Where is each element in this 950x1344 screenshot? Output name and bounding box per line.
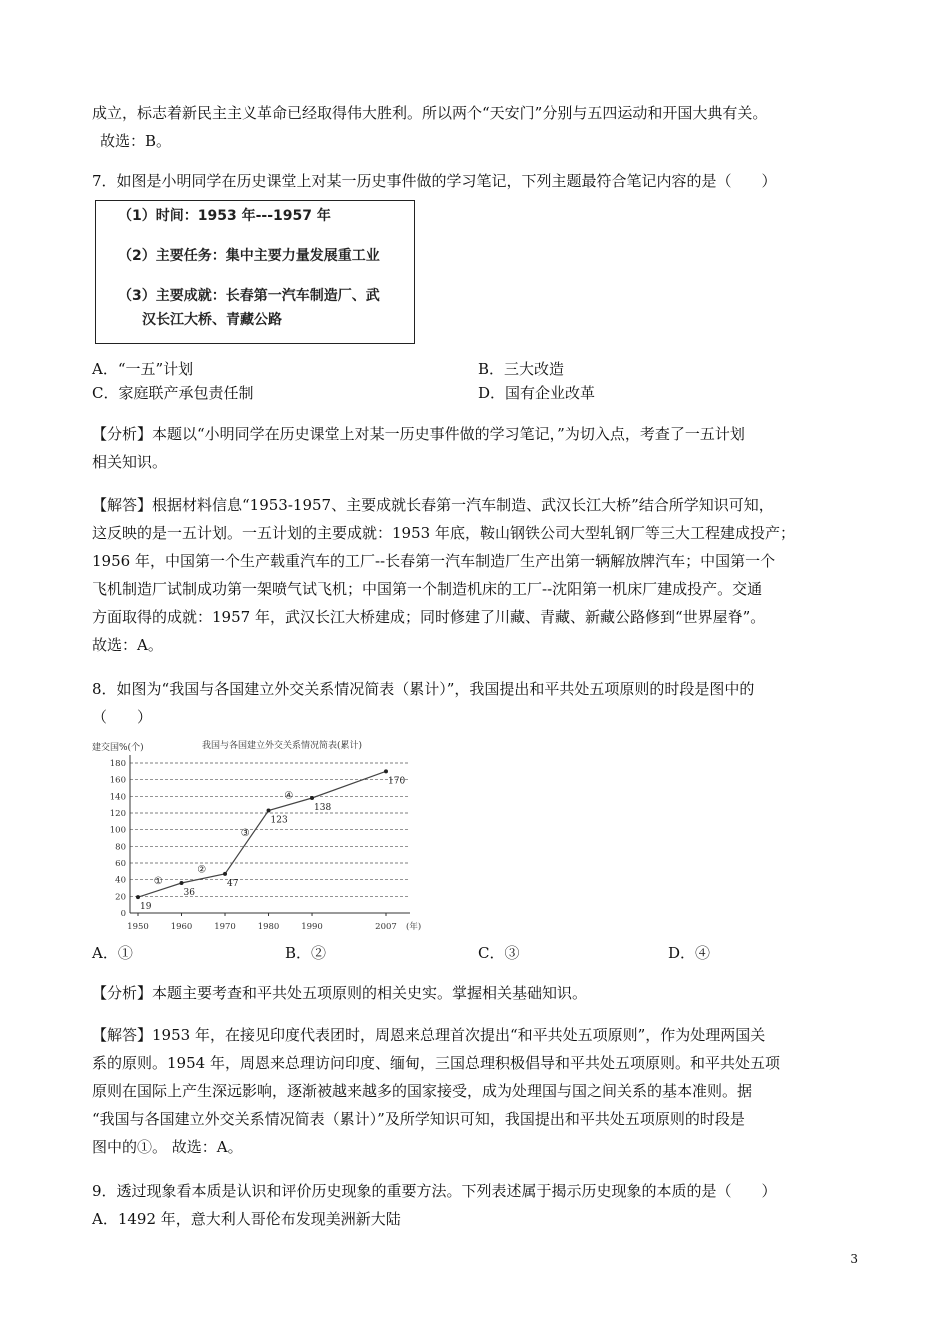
q8-analysis: 【分析】本题主要考查和平共处五项原则的相关史实。掌握相关基础知识。 <box>92 984 588 1002</box>
question-9-stem: 9．透过现象看本质是认识和评价历史现象的重要方法。下列表述属于揭示历史现象的本质的是（ ） <box>92 1182 777 1200</box>
series-line <box>138 771 386 897</box>
x-tick-label: 1960 <box>170 922 193 932</box>
q7-option-a[interactable]: A．“一五”计划 <box>92 360 194 378</box>
data-label: 47 <box>227 878 239 889</box>
q8-answer: 图中的①。 故选：A。 <box>92 1138 243 1156</box>
data-point <box>310 796 314 800</box>
y-tick-label: 0 <box>120 909 126 919</box>
y-tick-label: 140 <box>109 792 126 803</box>
study-note-box <box>95 200 415 344</box>
paragraph-line: 成立，标志着新民主主义革命已经取得伟大胜利。所以两个“天安门”分别与五四运动和开国大典有关。 <box>92 104 768 122</box>
note-line: （2）主要任务：集中主要力量发展重工业 <box>118 248 380 264</box>
data-label: 123 <box>270 815 288 826</box>
y-tick-label: 60 <box>115 859 126 869</box>
q7-answer: 【解答】根据材料信息“1953-1957、主要成就长春第一汽车制造、武汉长江大桥”结合所学知识可知， <box>92 496 774 514</box>
q8-option-b[interactable]: B．② <box>285 944 327 962</box>
question-7-stem: 7．如图是小明同学在历史课堂上对某一历史事件做的学习笔记，下列主题最符合笔记内容的是（ ） <box>92 172 777 190</box>
q8-answer: “我国与各国建立外交关系情况简表（累计）”及所学知识可知，我国提出和平共处五项原则的时段是 <box>92 1110 745 1128</box>
y-tick-label: 80 <box>115 842 126 853</box>
q7-answer: 方面取得的成就：1957 年，武汉长江大桥建成；同时修建了川藏、青藏、新藏公路修到“世界屋脊”。 <box>92 608 766 626</box>
y-tick-label: 40 <box>115 875 126 886</box>
segment-label: ③ <box>240 828 250 840</box>
segment-label: ④ <box>284 790 294 802</box>
x-tick-label: 1990 <box>301 922 323 932</box>
q7-answer: 1956 年，中国第一个生产载重汽车的工厂--长春第一汽车制造厂生产出第一辆解放牌汽车；中国第一个 <box>92 552 776 570</box>
y-tick-label: 100 <box>109 825 126 836</box>
data-point <box>267 809 271 813</box>
paragraph-line: 故选：B。 <box>100 132 172 150</box>
q8-answer: 原则在国际上产生深远影响，逐渐被越来越多的国家接受，成为处理国与国之间关系的基本准则。据 <box>92 1082 753 1100</box>
segment-label: ① <box>153 876 163 888</box>
data-label: 19 <box>140 902 152 913</box>
data-label: 170 <box>388 776 406 787</box>
data-point <box>180 881 184 885</box>
x-tick-label: 2007 <box>375 922 397 932</box>
q7-option-d[interactable]: D．国有企业改革 <box>478 384 596 402</box>
question-8-stem: （ ） <box>92 708 153 726</box>
chart-svg <box>92 738 422 938</box>
question-8-stem: 8．如图为“我国与各国建立外交关系情况简表（累计）”，我国提出和平共处五项原则的时段是图中的 <box>92 680 755 698</box>
q7-answer: 故选：A。 <box>92 636 163 654</box>
y-tick-label: 160 <box>109 775 126 786</box>
data-point <box>384 769 388 773</box>
q8-answer: 【解答】1953 年，在接见印度代表团时，周恩来总理首次提出“和平共处五项原则”，作为处理两国关 <box>92 1026 766 1044</box>
q8-answer: 系的原则。1954 年，周恩来总理访问印度、缅甸，三国总理积极倡导和平共处五项原则。和平共处五项 <box>92 1054 780 1072</box>
note-line: （1）时间：1953 年---1957 年 <box>118 208 331 224</box>
x-tick-label: 1980 <box>257 922 280 932</box>
y-tick-label: 180 <box>109 759 126 769</box>
q8-option-c[interactable]: C．③ <box>478 944 520 962</box>
note-line: （3）主要成就：长春第一汽车制造厂、武 <box>118 288 380 304</box>
q9-option-a[interactable]: A．1492 年，意大利人哥伦布发现美洲新大陆 <box>92 1210 401 1228</box>
y-tick-label: 20 <box>115 892 126 903</box>
diplomatic-relations-chart <box>92 738 422 938</box>
data-point <box>136 895 140 899</box>
q8-option-a[interactable]: A．① <box>92 944 133 962</box>
q8-option-d[interactable]: D．④ <box>668 944 711 962</box>
y-axis-label: 建交国%(个) <box>92 743 144 753</box>
data-point <box>223 872 227 876</box>
q7-answer: 这反映的是一五计划。一五计划的主要成就：1953 年底，鞍山钢铁公司大型轧钢厂等三大工程建成投产； <box>92 524 795 542</box>
q7-analysis: 【分析】本题以“小明同学在历史课堂上对某一历史事件做的学习笔记，”为切入点，考查了一五计划 <box>92 425 745 443</box>
y-tick-label: 120 <box>109 809 126 819</box>
x-tick-label: 1970 <box>214 922 236 932</box>
chart-title: 我国与各国建立外交关系情况简表(累计) <box>201 741 363 751</box>
data-label: 36 <box>183 888 195 898</box>
q7-analysis: 相关知识。 <box>92 453 168 471</box>
note-line: 汉长江大桥、青藏公路 <box>142 312 282 328</box>
segment-label: ② <box>197 864 207 876</box>
q7-answer: 飞机制造厂试制成功第一架喷气试飞机；中国第一个制造机床的工厂--沈阳第一机床厂建成投产。交通 <box>92 580 763 598</box>
q7-option-c[interactable]: C．家庭联产承包责任制 <box>92 384 254 402</box>
x-axis-unit: (年) <box>406 922 422 932</box>
x-tick-label: 1950 <box>127 922 149 932</box>
page-number: 3 <box>850 1252 858 1266</box>
data-label: 138 <box>314 803 332 813</box>
q7-option-b[interactable]: B．三大改造 <box>478 360 565 378</box>
